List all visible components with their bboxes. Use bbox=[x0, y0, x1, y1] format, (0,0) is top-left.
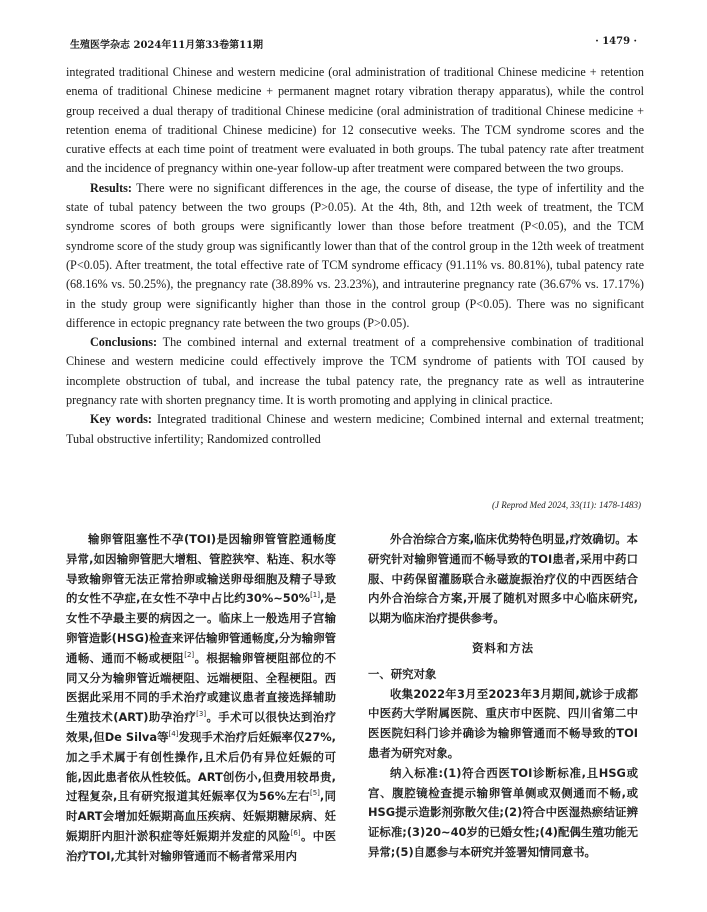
page-number: · 1479 · bbox=[595, 36, 637, 47]
intro-text-2: ,是女性不孕最主要的病因之一。临床上一般选用子宫输卵管造影(HSG)检查来评估输卵管通畅度,分为输卵管通畅、通而不畅或梗阻 bbox=[66, 591, 337, 665]
conclusions-text: The combined internal and external treatment of a comprehensive combination of traditional Chinese and western medicine could effectively improve the TCM syndrome of patients with TOI caused by incomplete obstruction of tubal, and increase the tubal patency rate, the pregnancy rate as well as intrauterine pregnancy rate with shorten pregnancy time. It is worth promoting and applying in clinical practice. bbox=[66, 335, 644, 408]
subjects-paragraph: 收集2022年3月至2023年3月期间,就诊于成都中医药大学附属医院、重庆市中医院、四川省第二中医医院妇科门诊并确诊为输卵管通而不畅导致的TOI患者为研究对象。 bbox=[368, 686, 638, 760]
reference-2: [2] bbox=[184, 650, 195, 659]
subsection-heading: 一、研究对象 bbox=[368, 666, 437, 681]
intro-text-3: 。根据输卵管梗阻部位的不同又分为输卵管近端梗阻、远端梗阻、全程梗阻。西医据此采用不同的手术治疗或建议患者直接选择辅助生殖技术(ART)助孕治疗 bbox=[66, 650, 336, 725]
section-title: 资料和方法 bbox=[472, 640, 534, 655]
english-abstract bbox=[66, 63, 644, 449]
conclusions-label: Conclusions: bbox=[90, 335, 158, 350]
reference-1: [1] bbox=[310, 591, 320, 600]
keywords-label: Key words: bbox=[90, 412, 152, 427]
intro-text-6: ,同时ART会增加妊娠期高血压疾病、妊娠期糖尿病、妊娠期肝内胆汁淤积症等妊娠期并发症的风险 bbox=[66, 789, 337, 843]
reference-4: [4] bbox=[168, 730, 179, 739]
intro-text-1: 输卵管阻塞性不孕(TOI)是因输卵管管腔通畅度异常,如因输卵管肥大增粗、管腔狭窄、粘连、积水等导致输卵管无法正常拾卵或输送卵母细胞及精子导致的女性不孕症,在女性不孕中占比约30%~50% bbox=[66, 532, 336, 606]
keywords-text: Integrated traditional Chinese and western medicine; Combined internal and external treatment; Tubal obstructive infertility; Randomized controlled bbox=[66, 412, 644, 446]
intro-text-4: 。手术可以很快达到治疗效果,但De Silva等 bbox=[66, 710, 336, 744]
journal-title: 生殖医学杂志 2024年11月第33卷第11期 bbox=[70, 40, 264, 51]
intro-continuation: 外合治综合方案,临床优势特色明显,疗效确切。本研究针对输卵管通而不畅导致的TOI患者,采用中药口服、中药保留灌肠联合永磁旋振治疗仪的中西医结合内外合治综合方案,开展了随机对照多中心临床研究,以期为临床治疗提供参考。 bbox=[368, 532, 638, 626]
intro-text-5: 发现手术治疗后妊娠率仅27%,加之手术属于有创性操作,且术后仍有异位妊娠的可能,因此患者依从性较低。ART创伤小,但费用较昂贵,过程复杂,且有研究报道其妊娠率仅为56%左右 bbox=[66, 729, 336, 804]
inclusion-criteria-paragraph: 纳入标准:(1)符合西医TOI诊断标准,且HSG或宫、腹腔镜检查提示输卵管单侧或双侧通而不畅,或HSG提示造影剂弥散欠佳;(2)符合中医湿热瘀结证辨证标准;(3)20~40岁的已婚女性;(4)配偶生殖功能无异常;(5)自愿参与本研究并签署知情同意书。 bbox=[368, 765, 638, 859]
running-header bbox=[70, 36, 637, 52]
intro-paragraph bbox=[66, 530, 336, 867]
body-right-column bbox=[368, 530, 638, 863]
results-label: Results: bbox=[90, 180, 132, 195]
reference-3: [3] bbox=[196, 710, 207, 719]
journal-citation: (J Reprod Med 2024, 33(11): 1478-1483) bbox=[492, 500, 641, 510]
intro-text-7: 。中医治疗TOI,尤其针对输卵管通而不畅者常采用内 bbox=[66, 828, 336, 863]
results-paragraph bbox=[66, 179, 644, 333]
reference-6: [6] bbox=[290, 829, 301, 838]
results-text: There were no significant differences in the age, the course of disease, the type of infertility and the state of tubal patency between the two groups (P>0.05). At the 4th, 8th, and 12th week of treatment, the TCM syndrome scores of both groups were significantly lower than those before treatment (P<0.05), and the TCM syndrome score of the study group was significantly lower than that of the control group in the 12th week of treatment (P<0.05). After treatment, the total effective rate of TCM syndrome efficacy (91.11% vs. 80.81%), tubal patency rate (68.16% vs. 50.25%), the pregnancy rate (38.89% vs. 23.23%), and intrauterine pregnancy rate (36.67% vs. 17.17%) in the study group were significantly higher than those in the control group (P<0.05). There was no significant difference in ectopic pregnancy rate between the two groups (P>0.05). bbox=[66, 180, 644, 330]
keywords-paragraph bbox=[66, 410, 644, 449]
conclusions-paragraph bbox=[66, 333, 644, 410]
body-left-column bbox=[66, 530, 336, 867]
reference-5: [5] bbox=[310, 789, 320, 798]
methods-continuation: integrated traditional Chinese and western medicine (oral administration of traditional Chinese medicine + retention enema of traditional Chinese medicine + permanent magnet rotary vibration therapy apparatus), while the control group received a dual therapy of traditional Chinese medicine (oral administration of traditional Chinese medicine + retention enema of traditional Chinese medicine) for 12 consecutive weeks. The TCM syndrome scores and the curative effects at each time point of treatment were evaluated in both groups. The tubal patency rate after treatment and the incidence of pregnancy within one-year follow-up after treatment were compared between the two groups. bbox=[66, 65, 644, 176]
